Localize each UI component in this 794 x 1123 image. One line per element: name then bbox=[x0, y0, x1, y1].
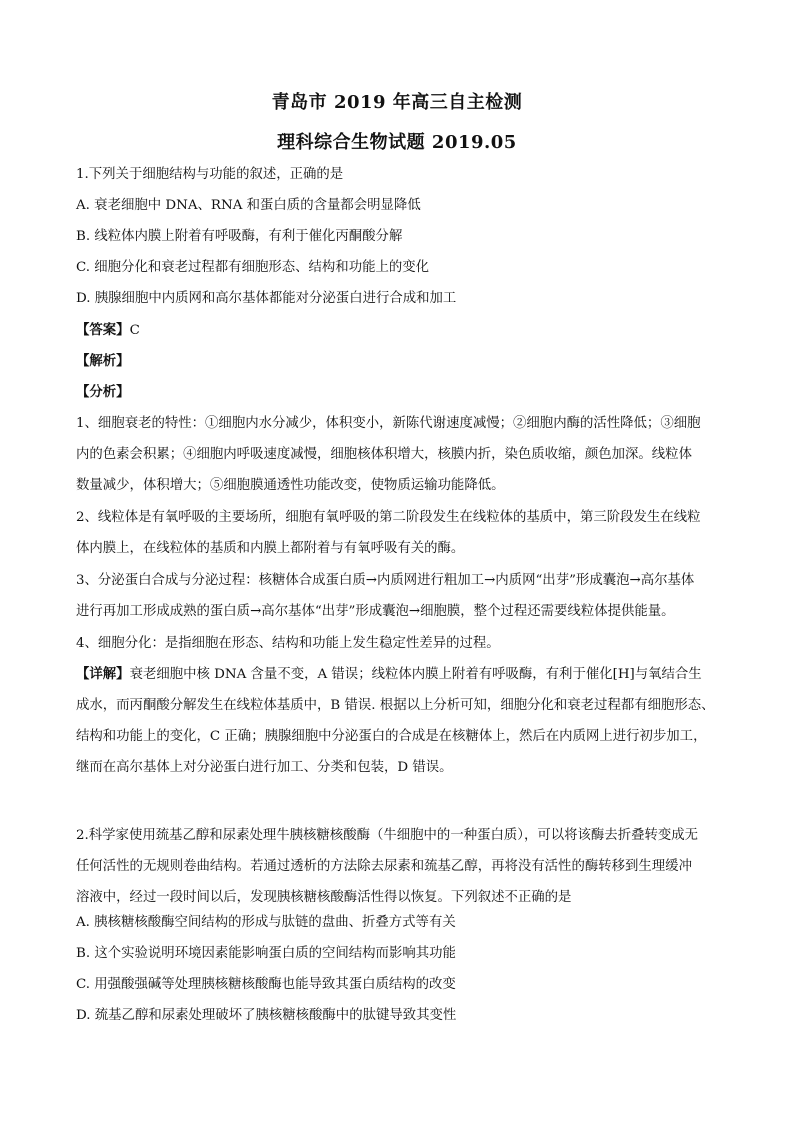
paragraph-line: 内的色素会积累；④细胞内呼吸速度减慢，细胞核体积增大，核膜内折，染色质收缩，颜色加深。线粒体 bbox=[76, 447, 692, 462]
question-2-option-a: A. 胰核糖核酸酶空间结构的形成与肽链的盘曲、折叠方式等有关 bbox=[76, 915, 456, 930]
detail-paragraph bbox=[76, 659, 728, 783]
analysis-paragraph-1 bbox=[76, 408, 728, 501]
question-2-stem bbox=[76, 820, 728, 913]
paragraph-line: 2.科学家使用巯基乙醇和尿素处理牛胰核糖核酸酶（牛细胞中的一种蛋白质），可以将该酶去折叠转变成无 bbox=[76, 828, 699, 843]
document-title: 青岛市 2019 年高三自主检测 bbox=[271, 92, 523, 113]
question-1-stem: 1.下列关于细胞结构与功能的叙述，正确的是 bbox=[76, 167, 344, 182]
question-1-option-d: D. 胰腺细胞中内质网和高尔基体都能对分泌蛋白进行合成和加工 bbox=[76, 291, 457, 306]
analysis-paragraph-4 bbox=[76, 628, 728, 659]
analysis-paragraph-3 bbox=[76, 565, 728, 627]
paragraph-line: 溶液中，经过一段时间以后，发现胰核糖核酸酶活性得以恢复。下列叙述不正确的是 bbox=[76, 890, 572, 905]
paragraph-line: 任何活性的无规则卷曲结构。若通过透析的方法除去尿素和巯基乙醇，再将没有活性的酶转移到生理缓冲 bbox=[76, 859, 692, 874]
paragraph-line: 1、细胞衰老的特性：①细胞内水分减少，体积变小，新陈代谢速度减慢；②细胞内酶的活性降低；③细胞 bbox=[76, 416, 701, 431]
paragraph-line: 进行再加工形成成熟的蛋白质→高尔基体“出芽”形成囊泡→细胞膜，整个过程还需要线粒体提供能量。 bbox=[76, 604, 675, 619]
detail-text: 衰老细胞中核 DNA 含量不变，A 错误；线粒体内膜上附着有呼吸酶，有利于催化[H]与氧结合生 bbox=[129, 667, 702, 682]
answer-value: C bbox=[129, 323, 140, 338]
paragraph-line: 体内膜上，在线粒体的基质和内膜上都附着与有氧呼吸有关的酶。 bbox=[76, 541, 465, 556]
document-subtitle: 理科综合生物试题 2019.05 bbox=[277, 132, 517, 153]
paragraph-line: 4、细胞分化：是指细胞在形态、结构和功能上发生稳定性差异的过程。 bbox=[76, 636, 500, 651]
answer-label: 【答案】 bbox=[76, 322, 130, 338]
fenxi-label: 【分析】 bbox=[76, 384, 130, 400]
paragraph-line: 继而在高尔基体上对分泌蛋白进行加工、分类和包装，D 错误。 bbox=[76, 760, 453, 775]
answer-row bbox=[76, 321, 726, 340]
paragraph-line bbox=[76, 659, 728, 690]
paragraph-line: 成水，而丙酮酸分解发生在线粒体基质中，B 错误. 根据以上分析可知，细胞分化和衰老过程都有细胞形态、 bbox=[76, 698, 715, 713]
paragraph-line: 3、分泌蛋白合成与分泌过程：核糖体合成蛋白质→内质网进行粗加工→内质网“出芽”形成囊泡→高尔基体 bbox=[76, 573, 695, 588]
question-2-option-c: C. 用强酸强碱等处理胰核糖核酸酶也能导致其蛋白质结构的改变 bbox=[76, 977, 456, 992]
analysis-label: 【解析】 bbox=[76, 353, 130, 369]
analysis-paragraph-2 bbox=[76, 502, 728, 564]
question-2-option-b: B. 这个实验说明环境因素能影响蛋白质的空间结构而影响其功能 bbox=[76, 946, 456, 961]
question-2-option-d: D. 巯基乙醇和尿素处理破坏了胰核糖核酸酶中的肽键导致其变性 bbox=[76, 1008, 457, 1023]
question-1-option-c: C. 细胞分化和衰老过程都有细胞形态、结构和功能上的变化 bbox=[76, 260, 430, 275]
paragraph-line: 结构和功能上的变化，C 正确；胰腺细胞中分泌蛋白的合成是在核糖体上，然后在内质网上进行初步加工， bbox=[76, 729, 707, 744]
detail-label: 【详解】 bbox=[76, 666, 130, 682]
question-1-option-a: A. 衰老细胞中 DNA、RNA 和蛋白质的含量都会明显降低 bbox=[76, 198, 421, 213]
paragraph-line: 2、线粒体是有氧呼吸的主要场所，细胞有氧呼吸的第二阶段发生在线粒体的基质中，第三阶段发生在线粒 bbox=[76, 510, 701, 525]
paragraph-line: 数量减少，体积增大；⑤细胞膜通透性功能改变，使物质运输功能降低。 bbox=[76, 478, 505, 493]
question-1-option-b: B. 线粒体内膜上附着有呼吸酶，有利于催化丙酮酸分解 bbox=[76, 229, 403, 244]
